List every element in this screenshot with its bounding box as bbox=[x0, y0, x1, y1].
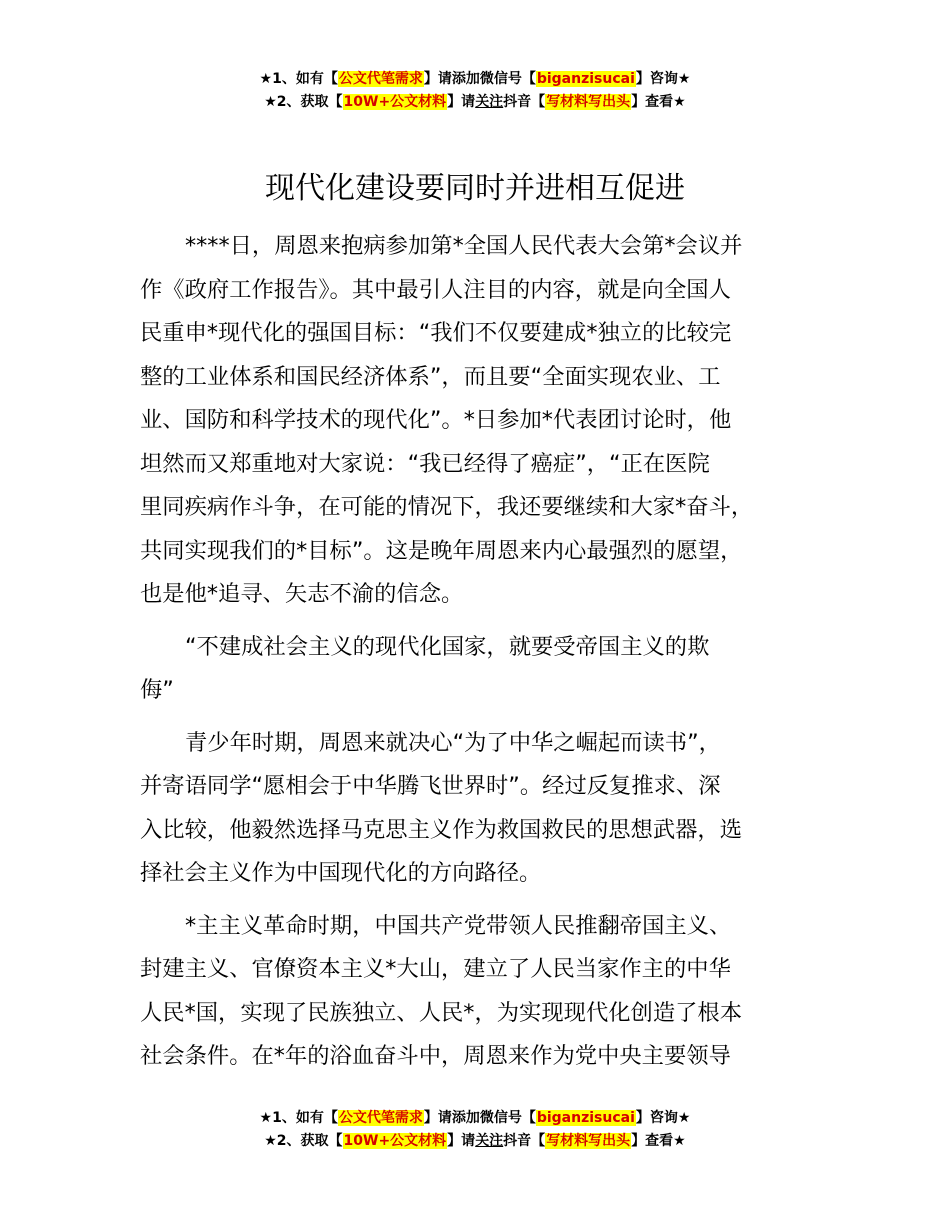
text-line: “不建成社会主义的现代化国家，就要受帝国主义的欺 bbox=[185, 633, 710, 660]
text-line: 作《政府工作报告》。其中最引人注目的内容，就是向全国人 bbox=[140, 276, 731, 303]
text-line: 社会条件。在*年的浴血奋斗中，周恩来作为党中央主要领导 bbox=[140, 1043, 731, 1069]
header-notice bbox=[0, 68, 950, 114]
paragraph-1 bbox=[140, 225, 830, 617]
notice-text: 】咨询★ bbox=[635, 1110, 691, 1126]
notice-text: 】请添加微信号【 bbox=[423, 1110, 536, 1126]
notice-text: 抖音【 bbox=[503, 94, 546, 110]
paragraph-3 bbox=[140, 722, 830, 896]
notice-text: ★2、获取【 bbox=[264, 1133, 343, 1149]
text-line: 共同实现我们的*目标”。这是晚年周恩来内心最强烈的愿望， bbox=[140, 537, 743, 564]
text-line: 人民*国，实现了民族独立、人民*，为实现现代化创造了根本 bbox=[140, 999, 743, 1026]
highlight-douyin-account: 写材料写出头 bbox=[546, 1133, 631, 1149]
notice-text: ★1、如有【 bbox=[259, 1110, 338, 1126]
text-line: 业、国防和科学技术的现代化”。*日参加*代表团讨论时，他 bbox=[140, 407, 732, 433]
highlight-service: 公文代笔需求 bbox=[338, 71, 423, 87]
notice-text: 】请 bbox=[447, 1133, 476, 1149]
text-line: 整的工业体系和国民经济体系”，而且要“全面实现农业、工 bbox=[140, 363, 721, 390]
highlight-wechat-id: biganzisucai bbox=[536, 71, 635, 87]
notice-text: 】咨询★ bbox=[635, 71, 691, 87]
notice-text: 】请 bbox=[447, 94, 476, 110]
notice-line-2 bbox=[0, 1130, 950, 1153]
text-line: 入比较，他毅然选择马克思主义作为救国救民的思想武器，选 bbox=[140, 816, 743, 843]
notice-text: 】查看★ bbox=[631, 94, 686, 110]
text-line: 并寄语同学“愿相会于中华腾飞世界时”。经过反复推求、深 bbox=[140, 773, 721, 799]
notice-text: 】请添加微信号【 bbox=[423, 71, 536, 87]
text-line: 民重申*现代化的强国目标：“我们不仅要建成*独立的比较完 bbox=[140, 320, 732, 346]
notice-text: 】查看★ bbox=[631, 1133, 686, 1149]
notice-text: ★2、获取【 bbox=[264, 94, 343, 110]
underlined-follow: 关注 bbox=[475, 1133, 504, 1149]
highlight-materials: 10W+公文材料 bbox=[343, 94, 447, 110]
highlight-materials: 10W+公文材料 bbox=[343, 1133, 447, 1149]
text-line: 择社会主义作为中国现代化的方向路径。 bbox=[140, 860, 542, 886]
highlight-service: 公文代笔需求 bbox=[338, 1110, 423, 1126]
footer-notice bbox=[0, 1107, 950, 1153]
notice-text: ★1、如有【 bbox=[259, 71, 338, 87]
text-line: 也是他*追寻、矢志不渝的信念。 bbox=[140, 581, 464, 607]
document-title: 现代化建设要同时并进相互促进 bbox=[265, 171, 685, 206]
text-line: ****日，周恩来抱病参加第*全国人民代表大会第*会议并 bbox=[185, 233, 743, 259]
underlined-follow: 关注 bbox=[475, 94, 504, 110]
text-line: 青少年时期，周恩来就决心“为了中华之崛起而读书”， bbox=[185, 729, 721, 756]
notice-line-2 bbox=[0, 91, 950, 114]
text-line: *主主义革命时期，中国共产党带领人民推翻帝国主义、 bbox=[185, 912, 732, 939]
notice-line-1 bbox=[0, 1107, 950, 1130]
text-line: 侮” bbox=[140, 677, 174, 703]
text-line: 里同疾病作斗争，在可能的情况下，我还要继续和大家*奋斗， bbox=[140, 494, 754, 520]
text-line: 坦然而又郑重地对大家说：“我已经得了癌症”，“正在医院 bbox=[140, 450, 710, 477]
paragraph-2 bbox=[140, 626, 830, 713]
notice-line-1 bbox=[0, 68, 950, 91]
highlight-wechat-id: biganzisucai bbox=[536, 1110, 635, 1126]
highlight-douyin-account: 写材料写出头 bbox=[546, 94, 631, 110]
paragraph-4 bbox=[140, 905, 830, 1079]
text-line: 封建主义、官僚资本主义*大山，建立了人民当家作主的中华 bbox=[140, 956, 731, 982]
document-body bbox=[140, 225, 830, 1088]
notice-text: 抖音【 bbox=[503, 1133, 546, 1149]
